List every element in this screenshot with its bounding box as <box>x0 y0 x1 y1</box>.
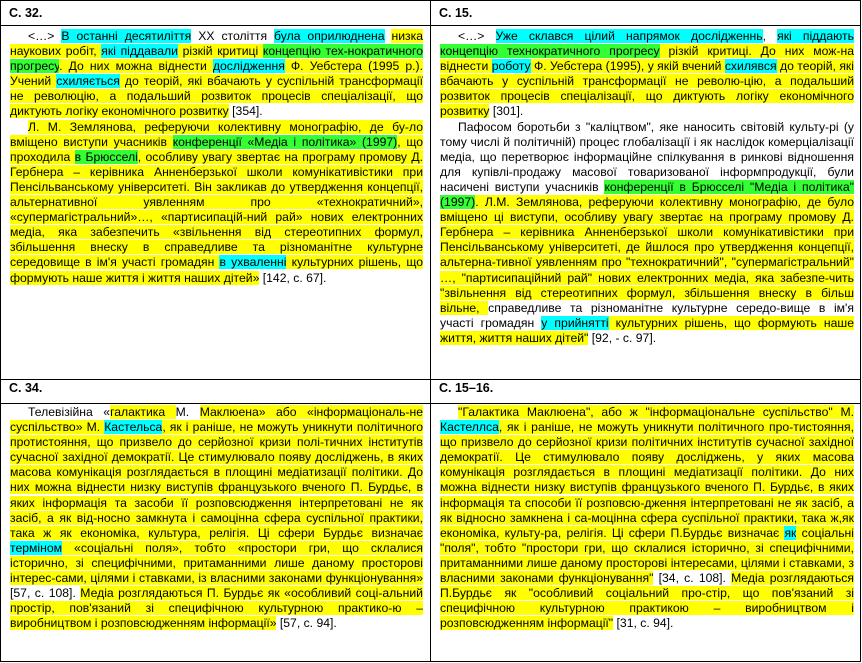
highlighted-text: . Л.М. Землянова, реферуючи колективну монографію, де було вміщено ці виступи, особливу увагу звертає на програму промову Д. Гербнера – керівника Анненберзької школи комунікативістики при Пенсільванському університеті, де йшлося про утвердження концепції, альтерна-тивної уявленням про "технократичний", "супермагістральний" …, "партисипаційний рай" нових електронних медіа, яка забезпе-чить "звільнення від стереотипних формул, збільшення внеску в більш вільне, <box>440 195 854 315</box>
row-divider <box>0 379 861 380</box>
highlighted-text: культурних рішень, що формують наше життя, життя наших дітей" <box>440 315 854 345</box>
highlighted-text: терміном <box>10 540 62 555</box>
highlighted-text: у прийнятті <box>541 315 609 330</box>
highlighted-text: була оприлюднена <box>274 29 385 43</box>
highlighted-text: Кастеллса <box>440 420 499 435</box>
highlighted-text: як <box>784 525 797 540</box>
highlighted-text: культурних рішень, що формують наше життя і життя наших дітей» <box>10 255 423 285</box>
highlighted-text: низка наукових робіт, <box>10 29 423 59</box>
highlighted-text: різкій критиці. До них мож-на віднести <box>440 44 855 74</box>
header-top-right: С. 15. <box>439 6 473 20</box>
header-top-left: С. 32. <box>9 6 43 20</box>
text-run: XX століття <box>191 29 275 43</box>
text-run: [57, с. 94]. <box>276 616 337 631</box>
text-run: [57, с. 108]. <box>10 586 81 601</box>
highlighted-text: Л. М. Землянова, реферуючи колективну монографію, де бу-ло вміщено виступи учасників <box>10 119 423 149</box>
highlighted-text: . До них можна віднести <box>59 59 213 74</box>
paragraph <box>10 29 423 120</box>
text-run: <…> <box>458 29 496 43</box>
text-run: [354]. <box>228 104 263 119</box>
highlighted-text: Уже склався цілий напрямок дослідженнь <box>495 29 763 43</box>
text-run: <…> <box>28 29 62 43</box>
excerpt-top-right <box>440 29 854 346</box>
paragraph <box>440 120 854 346</box>
paragraph <box>440 405 854 631</box>
column-divider <box>430 0 431 662</box>
text-run: , <box>762 29 778 43</box>
header-divider-top <box>0 25 861 26</box>
highlighted-text: Кастельса <box>104 420 163 435</box>
highlighted-text: які піддають <box>777 29 854 43</box>
excerpt-top-left <box>10 29 423 286</box>
highlighted-text: Ф. Уебстера (1995), у якій вчений <box>530 59 725 74</box>
text-run: М. <box>175 405 200 419</box>
paragraph <box>440 29 854 120</box>
excerpt-bottom-right <box>440 405 854 631</box>
highlighted-text: "Галактика Маклюена", або ж "інформаціональне суспільство" М. <box>458 405 854 419</box>
highlighted-text: Маклюена» або «інформаціональ-не суспільство» М. <box>10 405 424 435</box>
highlighted-text: , як і раніше, не можуть уникнути політичного про-тистояння, що призвело до серйозної кризи політичних інститутів сучасної західної демократії. Це стимулювало появу досліджень, у яких масова комунікація розглядається в площині медіатизації політики. До них можна віднести низку виступів французького вченого П. Бурдьє, в яких інформація та способи її розповсю-дження інтерпретовані не як засіб, а як відносно замкнена і са-моцінна сфера суспільної практики, така ж,як економіка, культу-ра, релігія. Ці сфери П.Бурдьє визначає <box>440 420 854 540</box>
highlighted-text: до теорій, які вбачають у суспільній трансформації не революцію, а подальший розвиток процесів спеціалізації, що диктують логіку економічного розвитку <box>10 74 423 119</box>
header-bottom-left: С. 34. <box>9 381 43 395</box>
highlighted-text: , як і раніше, не можуть уникнути політичного протистояння, що призвело до серйозної кризи полі-тичних інститутів сучасної західної демократії. Це стимулювало появу досліджень, в яких масова комунікація розглядається в площині медіатизації політики. До них можна віднести низку виступів французького вченого П. Бурдьє, в яких інформація та засоби її розповсюдження інтерпретовані не як засіб, а як від-носно замкнута і самоцінна сфера суспільної практики, така ж як економіка, культура, релігія. Ці сфери Бурдьє визначає <box>10 420 423 540</box>
text-run: [301]. <box>489 104 524 119</box>
excerpt-bottom-left <box>10 405 423 631</box>
highlighted-text: в Брюсселі <box>74 149 138 164</box>
text-run: Телевізійна « <box>28 405 111 419</box>
highlighted-text: «соціальні поля», тобто «простори гри, що склалися історично, зі специфічними, притаманними лише даному просторові інтерес-сами, цілями і ставками, із власними законами функціонування» <box>10 540 423 586</box>
paragraph <box>10 405 423 631</box>
highlighted-text: Медіа розглядаються П. Бурдьє як «особливий соці-альний простір, пов'язаний зі специфічною культурною практико-ю – виробництвом і розповсюдженням інформації» <box>10 586 423 631</box>
highlighted-text: Ф. Уебстера (1995 р.). Учений <box>10 59 423 89</box>
text-run: [92, - с. 97]. <box>588 330 657 345</box>
highlighted-text: схиляється <box>56 74 120 89</box>
text-run: [142, с. 67]. <box>259 270 327 285</box>
highlighted-text: Медіа розглядаються П.Бурдьє як "особливий соціальний про-стір, що пов'язаний зі специфічною культурною практикою – виробництвом і розповсюдженням інформації" <box>440 571 854 631</box>
highlighted-text: роботу <box>491 59 531 74</box>
highlighted-text: до теорій, які вбачають у суспільній трансформації не револю-цію, а подальший розвиток процесів спеціалізації, що диктують логіку економічного розвитку <box>440 59 854 119</box>
text-run: [34, с. 108]. <box>653 571 732 586</box>
paragraph <box>10 120 423 286</box>
highlighted-text: соціальні "поля", тобто "простори гри, що склалися історично, зі специфічними, притаманними лише даному просторові інтересами, цілями і ставками, з власними законами функціонування" <box>440 525 854 586</box>
highlighted-text: конференції в Брюсселі "Медіа і політика" (1997) <box>440 179 854 210</box>
text-run: справедливе та різноманітне культурне середо-вище в ім'я участі громадян <box>440 300 854 330</box>
text-run: [31, с. 94]. <box>613 616 674 631</box>
header-divider-bottom <box>0 403 861 404</box>
text-run: Пафосом боротьби з "каліцтвом", яке наносить світовій культу-рі (у тому числі й політичній) процес глобалізації і як наслідок комерціалізації медіа, що перетворює інформаційне спілкування в ринкові відношення для купівлі-продажу масової товаризованої інформпродукції, були насичені виступи учасників <box>440 119 854 194</box>
highlighted-text: дослідження <box>212 59 285 74</box>
highlighted-text: концепцію тех-нократичного прогресу <box>10 44 423 74</box>
header-bottom-right: С. 15–16. <box>439 381 494 395</box>
highlighted-text: конференції «Медіа і політика» (1997) <box>172 134 398 149</box>
highlighted-text: в ухваленні <box>219 255 287 270</box>
highlighted-text: , особливу увагу звертає на програму промову Д. Гербнера – керівника Анненберзької школи комунікативістики при Пенсільванському університеті. Він закликав до утвердження концепції, альтернативної уявленням про «технократичний», «супермагістральний»…, «партисипацій-ний рай» нових електронних медіа, яка забезпечить «звільнення від стереотипних формул, збільшення внеску в справедливе та різноманітне культурне середовище в ім'я участі громадян <box>10 149 423 270</box>
highlighted-text: , що проходила <box>10 134 423 164</box>
highlighted-text: різкій критиці <box>177 44 263 59</box>
highlighted-text: концепцію технократичного прогресу <box>440 44 660 59</box>
highlighted-text: В останні десятиліття <box>61 29 192 43</box>
highlighted-text: схилявся <box>724 59 777 74</box>
highlighted-text: галактика <box>110 405 176 419</box>
highlighted-text: які піддавали <box>101 44 178 59</box>
